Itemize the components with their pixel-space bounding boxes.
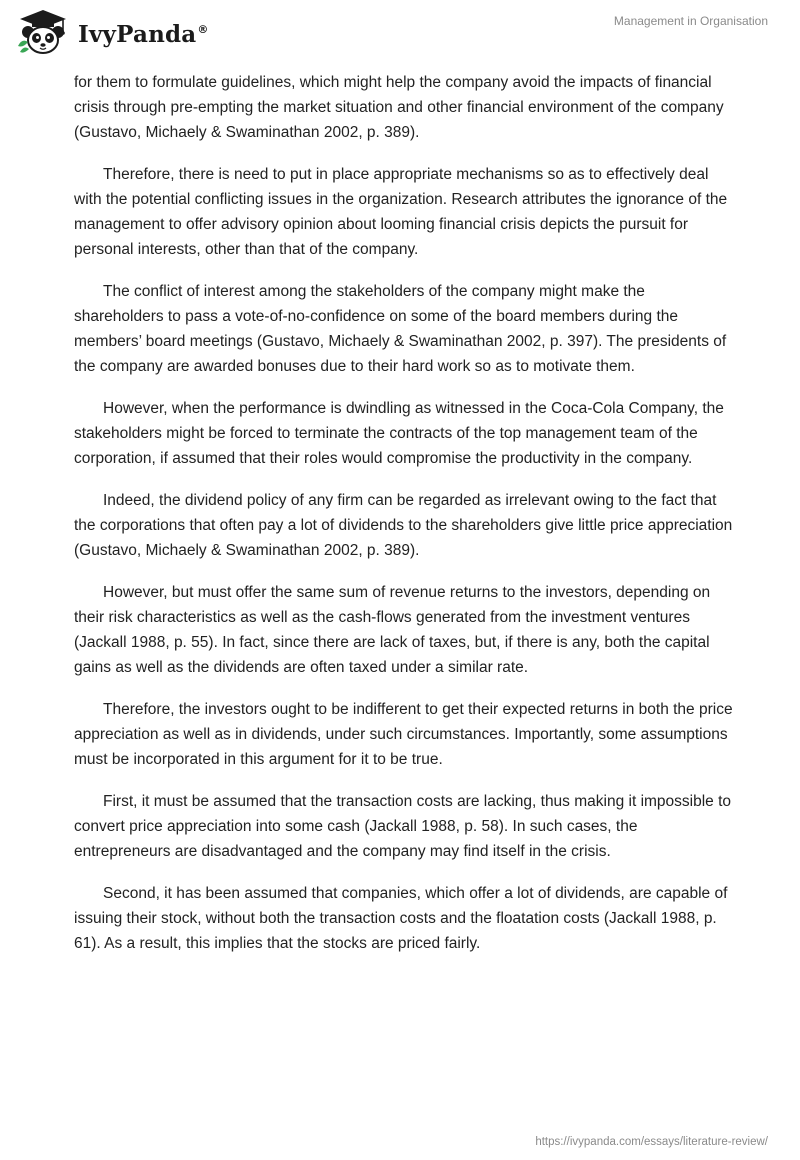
paragraph-9: Second, it has been assumed that companies, which offer a lot of dividends, are capable of issuing their stock, without both the transaction costs and the floatation costs (Jackall 1988, p. 61). As a result, this implies that the stocks are priced fairly. (74, 885, 728, 952)
paragraph-7: Therefore, the investors ought to be indifferent to get their expected returns in both the price appreciation as well as in dividends, under such circumstances. Importantly, some assumptions must be incorporated in this argument for it to be true. (74, 701, 733, 768)
paragraph-6: However, but must offer the same sum of revenue returns to the investors, depending on their risk characteristics as well as the cash-flows generated from the investment ventures (Jackall 1988, p. 55). In fact, since there are lack of taxes, but, if there is any, both the capital gains as well as the dividends are often taxed under a similar rate. (74, 584, 711, 676)
brand-logo[interactable] (14, 8, 209, 56)
document-title: Management in Organisation (613, 14, 768, 28)
paragraph-2: Therefore, there is need to put in place appropriate mechanisms so as to effectively deal with the potential conflicting issues in the organization. Research attributes the ignorance of the management to offer advisory opinion about looming financial crisis depicts the pursuit for personal interests, other than that of the company. (74, 166, 728, 258)
registered-mark: ® (197, 22, 209, 36)
essay-body (74, 70, 734, 973)
paragraph-8: First, it must be assumed that the transaction costs are lacking, thus making it impossible to convert price appreciation into some cash (Jackall 1988, p. 58). In such cases, the entrepreneurs are disadvantaged and the company may find itself in the crisis. (74, 793, 732, 860)
paragraph-1: for them to formulate guidelines, which might help the company avoid the impacts of financial crisis through pre-empting the market situation and other financial environment of the company (Gustavo, Michaely & Swaminathan 2002, p. 389). (74, 74, 724, 141)
paragraph-5: Indeed, the dividend policy of any firm can be regarded as irrelevant owing to the fact that the corporations that often pay a lot of dividends to the shareholders give little price appreciation (Gustavo, Michaely & Swaminathan 2002, p. 389). (74, 492, 733, 559)
source-url[interactable]: https://ivypanda.com/essays/literature-review/ (535, 1136, 768, 1148)
brand-name (78, 21, 209, 48)
paragraph-3: The conflict of interest among the stakeholders of the company might make the shareholders to pass a vote-of-no-confidence on some of the board members during the members’ board meetings (Gustavo, Michaely & Swaminathan 2002, p. 397). The presidents of the company are awarded bonuses due to their hard work so as to motivate them. (74, 283, 727, 375)
brand-name-text: IvyPanda (78, 20, 197, 48)
paragraph-4: However, when the performance is dwindling as witnessed in the Coca-Cola Company, the stakeholders might be forced to terminate the contracts of the top management team of the corporation, if assumed that their roles would compromise the productivity in the company. (74, 400, 724, 467)
panda-graduate-icon (14, 8, 72, 56)
page-header (0, 0, 800, 70)
